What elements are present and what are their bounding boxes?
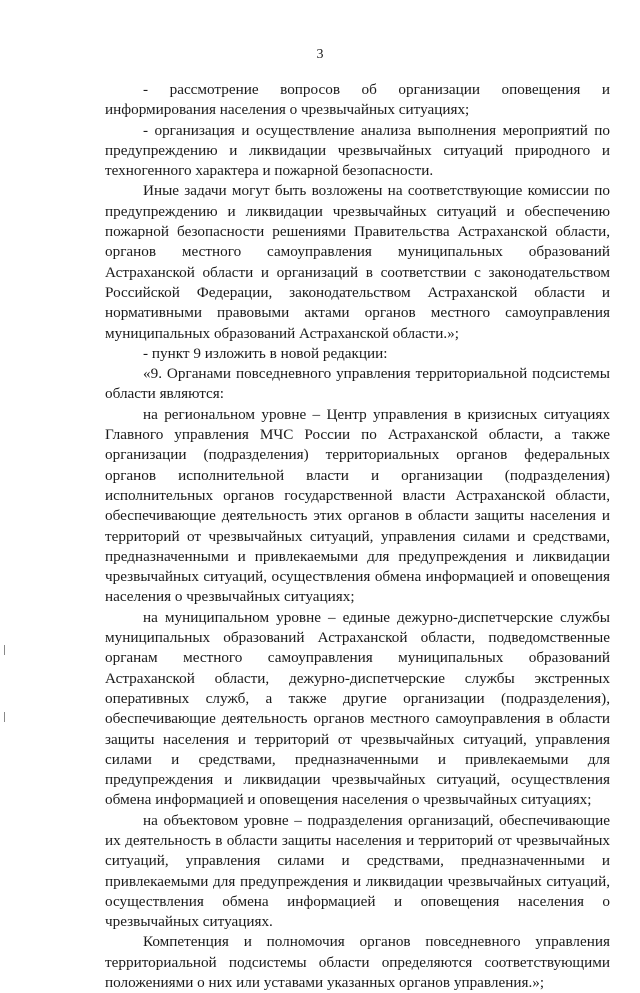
paragraph-item-9-heading: «9. Органами повседневного управления территориальной подсистемы области являются: — [105, 365, 610, 403]
paragraph-municipal-level: на муниципальном уровне – единые дежурно-диспетчерские службы муниципальных образований Астраханской области, подведомственные органам местного самоуправления муниципальных образований Астраханской области, дежурно-диспетчерские службы экстренных оперативных служб, а также другие организации (подразделения), обеспечивающие деятельность органов местного самоуправления в области защиты населения и территорий от чрезвычайных ситуаций, управления силами и средствами, предназначенными и привлекаемыми для предупреждения и ликвидации чрезвычайных ситуаций, осуществления обмена информацией и оповещения населения о чрезвычайных ситуациях; — [105, 608, 610, 809]
paragraph-regional-level: на региональном уровне – Центр управления в кризисных ситуациях Главного управления МЧС России по Астраханской области, а также организации (подразделения) территориальных органов федеральных органов исполнительной власти и организации (подразделения) исполнительных органов государственной власти Астраханской области, обеспечивающие деятельность этих органов в области защиты населения и территорий от чрезвычайных ситуаций, управления силами и средствами, предназначенными и привлекаемыми для предупреждения и ликвидации чрезвычайных ситуаций, осуществления обмена информацией и оповещения населения о чрезвычайных ситуациях; — [105, 405, 610, 606]
paragraph-item-9-instruction: - пункт 9 изложить в новой редакции: — [143, 344, 388, 362]
paragraph-analysis-item: - организация и осуществление анализа выполнения мероприятий по предупреждению и ликвидации чрезвычайных ситуаций природного и техногенного характера и пожарной безопасности. — [105, 121, 610, 180]
paragraph-competence: Компетенция и полномочия органов повседневного управления территориальной подсистемы области определяются соответствующими положениями о них или уставами указанных органов управления.»; — [105, 933, 610, 992]
scan-margin-mark — [4, 645, 5, 655]
paragraph-other-tasks: Иные задачи могут быть возложены на соответствующие комиссии по предупреждению и ликвидации чрезвычайных ситуаций и обеспечению пожарной безопасности решениями Правительства Астраханской области, органов местного самоуправления муниципальных образований Астраханской области и организаций в соответствии с законодательством Российской Федерации, законодательством Астраханской области и нормативными правовыми актами органов местного самоуправления муниципальных образований Астраханской области.»; — [105, 182, 610, 342]
paragraph-notification-item: - рассмотрение вопросов об организации оповещения и информирования населения о чрезвычайных ситуациях; — [105, 81, 610, 119]
paragraph-object-level: на объектовом уровне – подразделения организаций, обеспечивающие их деятельность в области защиты населения и территорий от чрезвычайных ситуаций, управления силами и средствами, предназначенными и привлекаемыми для предупреждения и ликвидации чрезвычайных ситуаций, осуществления обмена информацией и оповещения населения о чрезвычайных ситуациях. — [105, 811, 610, 931]
scan-margin-mark — [4, 712, 5, 722]
page-number: 3 — [316, 47, 324, 62]
document-body — [105, 80, 610, 993]
